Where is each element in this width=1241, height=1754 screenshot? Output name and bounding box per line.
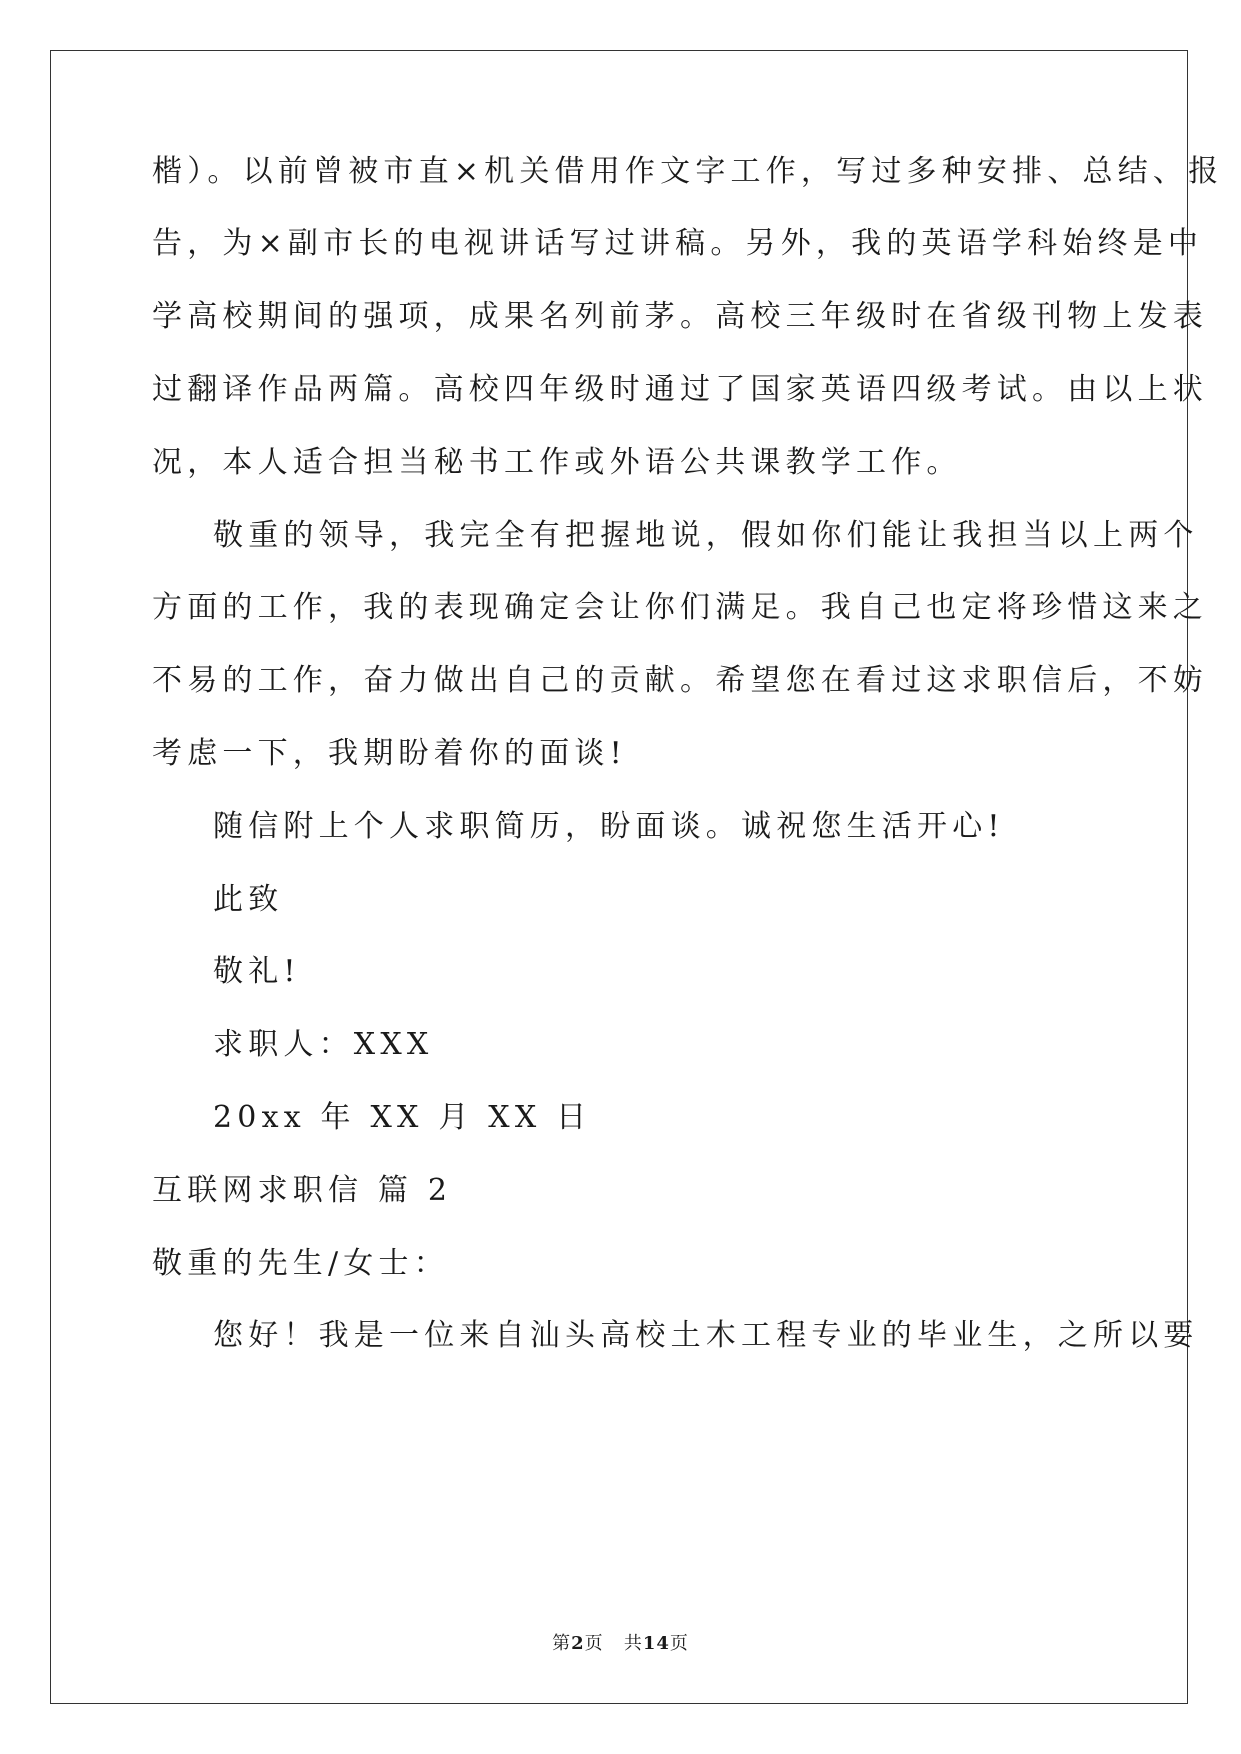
- footer-total-suffix: 页: [669, 1633, 689, 1654]
- paragraph-line: 随信附上个人求职简历，盼面谈。诚祝您生活开心!: [213, 809, 1005, 844]
- paragraph-line: 过翻译作品两篇。高校四年级时通过了国家英语四级考试。由以上状: [152, 372, 1208, 407]
- paragraph-line: 学高校期间的强项，成果名列前茅。高校三年级时在省级刊物上发表: [152, 299, 1208, 334]
- paragraph-line: 告，为×副市长的电视讲话写过讲稿。另外，我的英语学科始终是中: [152, 226, 1204, 261]
- paragraph-line: 楷）。以前曾被市直×机关借用作文字工作，写过多种安排、总结、报: [152, 154, 1224, 189]
- paragraph-line: 况，本人适合担当秘书工作或外语公共课教学工作。: [152, 445, 962, 480]
- footer-total-prefix: 共: [623, 1633, 643, 1654]
- paragraph-line: 您好！我是一位来自汕头高校土木工程专业的毕业生，之所以要: [213, 1318, 1199, 1353]
- closing-salutation: 此致: [213, 882, 284, 917]
- paragraph-line: 方面的工作，我的表现确定会让你们满足。我自己也定将珍惜这来之: [152, 590, 1208, 625]
- page-footer: [0, 1632, 1241, 1656]
- section-heading: 互联网求职信 篇 2: [152, 1173, 453, 1208]
- letter-date: 20xx 年 XX 月 XX 日: [213, 1100, 592, 1135]
- footer-page-suffix: 页: [584, 1633, 604, 1654]
- applicant-signature: 求职人：XXX: [213, 1027, 434, 1062]
- footer-total-pages: 14: [642, 1633, 670, 1654]
- closing-respect: 敬礼!: [213, 954, 301, 989]
- footer-page-number: 2: [571, 1633, 585, 1654]
- footer-prefix: 第: [552, 1633, 572, 1654]
- paragraph-line: 不易的工作，奋力做出自己的贡献。希望您在看过这求职信后，不妨: [152, 663, 1208, 698]
- paragraph-line: 敬重的领导，我完全有把握地说，假如你们能让我担当以上两个: [213, 518, 1199, 553]
- letter-greeting: 敬重的先生/女士：: [152, 1246, 449, 1281]
- paragraph-line: 考虑一下，我期盼着你的面谈!: [152, 736, 627, 771]
